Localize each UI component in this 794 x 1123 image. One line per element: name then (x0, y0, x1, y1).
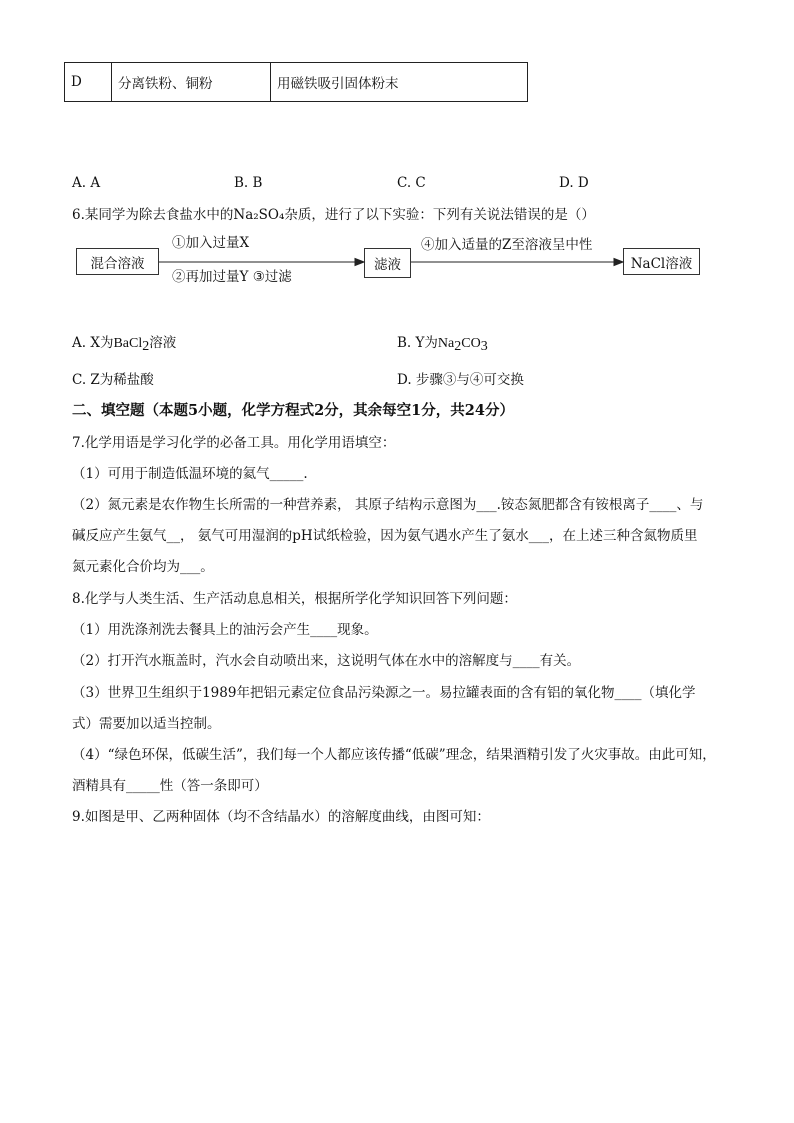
flow-box-filtrate: 滤液 (364, 248, 411, 278)
q8-part-3-line-2: 式）需要加以适当控制。 (72, 716, 221, 732)
q6-option-c: C. Z为稀盐酸 (72, 372, 154, 388)
q7-part-2-line-2: 碱反应产生氨气__， 氨气可用湿润的pH试纸检验，因为氨气遇水产生了氨水___，在上述三种含氮物质里 (72, 528, 698, 544)
flow-step-4: ④加入适量的Z至溶液呈中性 (421, 237, 593, 253)
section-2-title: 二、填空题（本题5小题，化学方程式2分，其余每空1分，共24分） (72, 402, 514, 419)
flow-arrows (0, 0, 794, 300)
q7-part-2-line-3: 氮元素化合价均为___。 (72, 559, 214, 575)
flow-arrow-1-head (355, 259, 364, 266)
q8-part-3-line-1: （3）世界卫生组织于1989年把铝元素定位食品污染源之一。易拉罐表面的含有铝的氧化物____（填化学 (72, 685, 696, 701)
flow-step-1: ①加入过量X (172, 235, 250, 251)
q6-option-a: A. X为BaCl2溶液 (72, 335, 177, 354)
q5-option-c: C. C (397, 175, 426, 191)
flow-step-2-3: ②再加过量Y ③过滤 (172, 269, 292, 285)
q7-part-1: （1）可用于制造低温环境的氦气_____. (72, 466, 308, 482)
table-cell-operation: 分离铁粉、铜粉 (112, 63, 271, 101)
q6-option-b: B. Y为Na2CO3 (397, 335, 488, 354)
flow-box-mixed-solution: 混合溶液 (76, 248, 159, 275)
q6-option-d: D. 步骤③与④可交换 (397, 372, 524, 388)
table-cell-letter: D (65, 63, 112, 101)
q6-stem: 6.某同学为除去食盐水中的Na₂SO₄杂质，进行了以下实验：下列有关说法错误的是（） (72, 207, 595, 223)
q5-option-a: A. A (72, 175, 101, 191)
q9-stem: 9.如图是甲、乙两种固体（均不含结晶水）的溶解度曲线，由图可知： (72, 809, 490, 825)
q8-part-4-line-2: 酒精具有_____性（答一条即可） (72, 778, 268, 794)
q8-part-4-line-1: （4）“绿色环保，低碳生活”，我们每一个人都应该传播“低碳”理念，结果酒精引发了火灾事故。由此可知， (72, 747, 716, 763)
q7-stem: 7.化学用语是学习化学的必备工具。用化学用语填空： (72, 435, 396, 451)
flow-arrow-2-head (614, 259, 623, 266)
q5-option-b: B. B (234, 175, 263, 191)
q8-part-2: （2）打开汽水瓶盖时，汽水会自动喷出来，这说明气体在水中的溶解度与____有关。 (72, 653, 581, 669)
q8-stem: 8.化学与人类生活、生产活动息息相关，根据所学化学知识回答下列问题： (72, 591, 517, 607)
q5-option-d: D. D (559, 175, 589, 191)
flow-box-nacl-solution: NaCl溶液 (623, 248, 700, 275)
table-cell-method: 用磁铁吸引固体粉末 (277, 76, 399, 92)
q7-part-2-line-1: （2）氮元素是农作物生长所需的一种营养素， 其原子结构示意图为___.铵态氮肥都含有铵根离子____、与 (72, 497, 704, 513)
q8-part-1: （1）用洗涤剂洗去餐具上的油污会产生____现象。 (72, 622, 378, 638)
